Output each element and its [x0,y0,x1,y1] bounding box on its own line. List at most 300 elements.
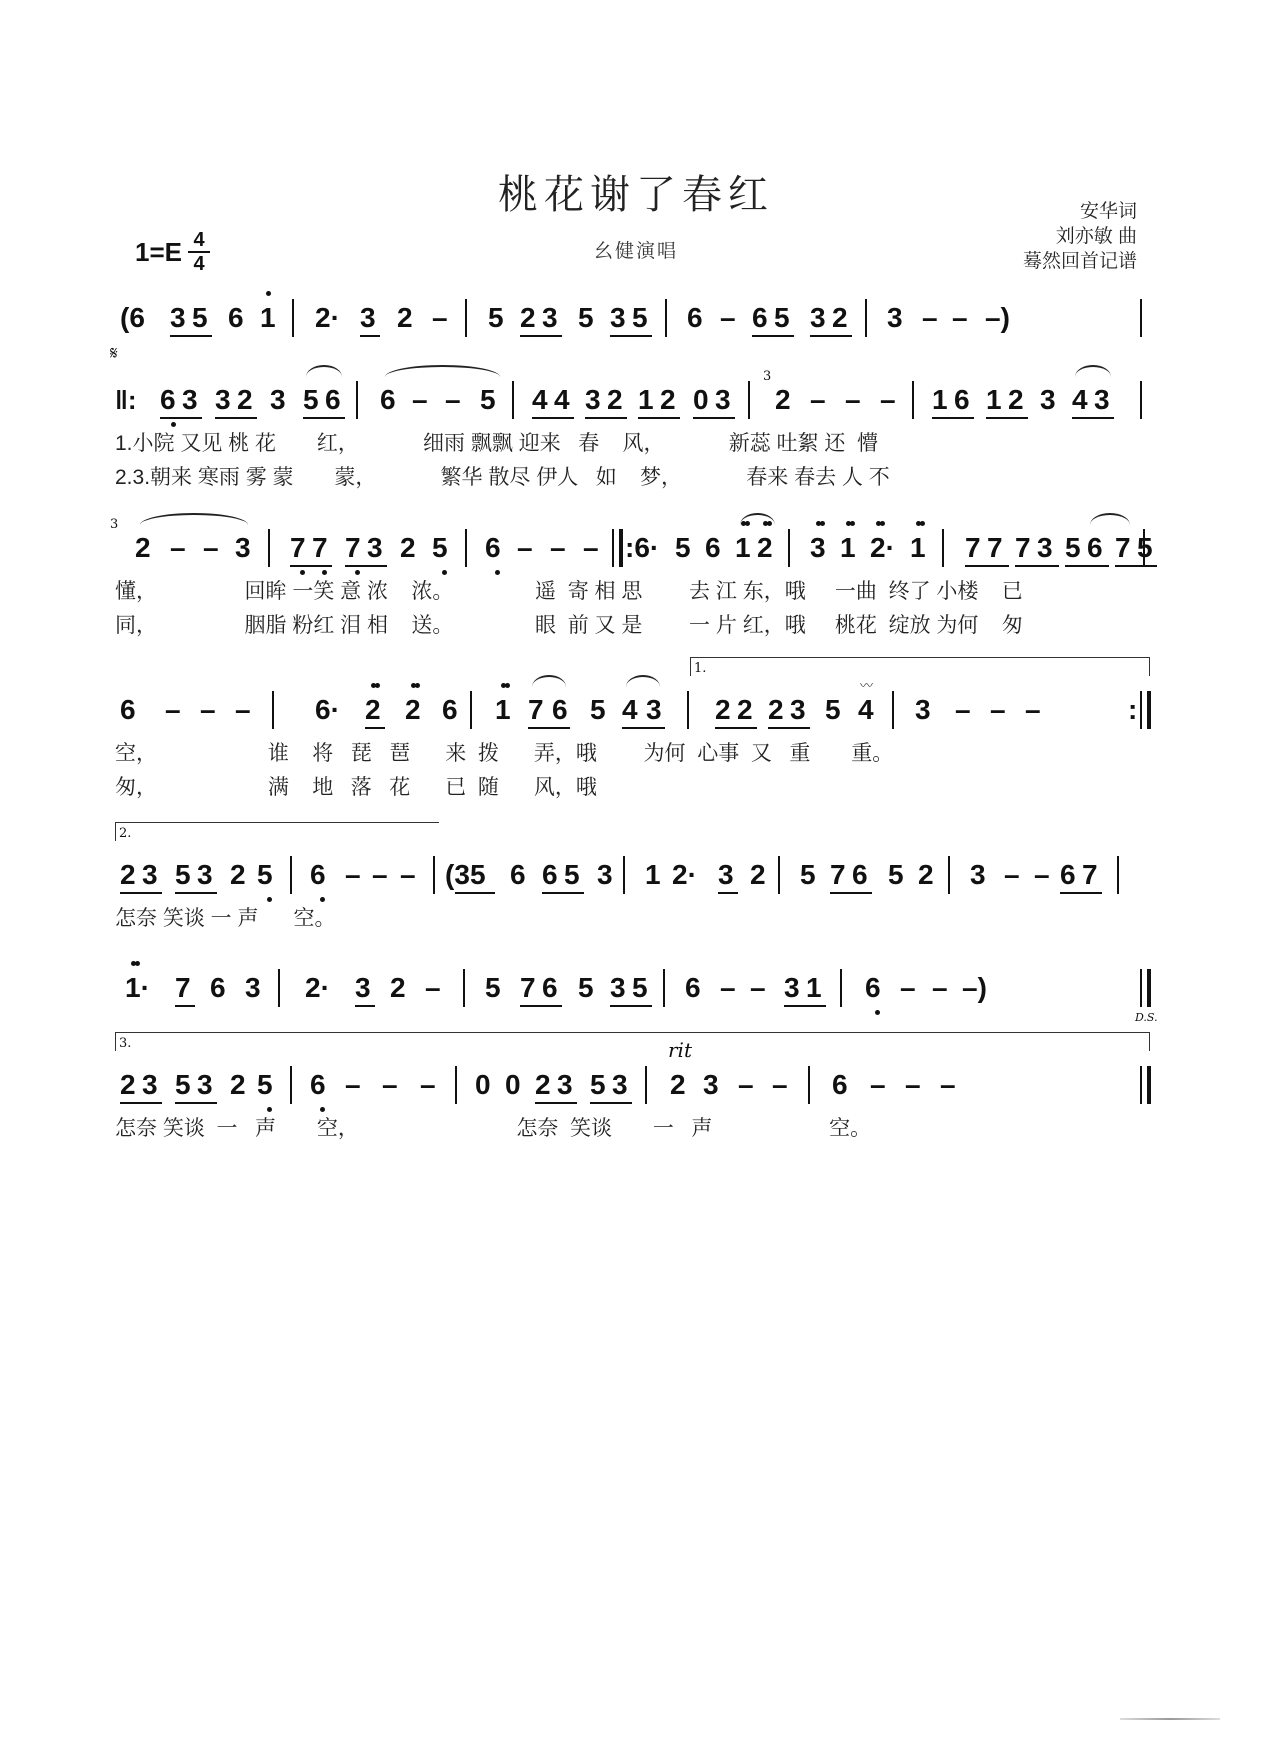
note: 6 [120,694,136,725]
slur-arc [1090,513,1130,525]
note: 1 [638,384,654,415]
note: 7 [987,532,1003,563]
note: 3 [810,302,826,333]
grace-note: 3 [110,517,119,532]
notation-row [115,1036,1150,1140]
note: 5 [488,302,504,333]
note: 2 [775,384,791,415]
volta-bracket: 3. [115,1032,1150,1051]
note: 1 [260,302,276,333]
note: 7 [1115,532,1131,563]
beam-underline [693,417,735,419]
note: – [372,859,388,890]
barline [788,529,790,567]
barline [840,969,842,1007]
note: 3 [245,972,261,1003]
lyric-line: 同， 胭脂 粉红 泪 相 送。 眼 前 又 是 一 片 红，哦 桃花 绽放 为何 匆 [115,614,1023,637]
note: 7 [520,972,536,1003]
lyric-line: 空， 谁 将 琵 琶 来 拨 弄，哦 为何 心事 又 重 重。 [115,742,894,765]
octave-dot-up [375,683,380,688]
note: 3 [355,972,371,1003]
note: 6 [310,1069,326,1100]
note: – [420,1069,436,1100]
note: 3 [182,384,198,415]
note: – [720,302,736,333]
note: 3 [142,859,158,890]
beam-underline [1065,565,1109,567]
note: – [738,1069,754,1100]
beam-underline [542,892,584,894]
note: 2 [405,694,421,725]
note: 4 [858,694,874,725]
slur-arc [626,675,660,687]
note: – [203,532,219,563]
slur-arc [740,513,775,525]
note: – [235,694,251,725]
note: 1 [645,859,661,890]
beam-underline [303,417,345,419]
beam-underline [175,1102,217,1104]
note: 2 [230,1069,246,1100]
note: 2 [535,1069,551,1100]
note: – [870,1069,886,1100]
barline [465,529,467,567]
note: 2 [607,384,623,415]
beam-underline [784,1005,826,1007]
notation-row [120,963,1158,1024]
beam-underline [610,1005,652,1007]
barline [865,299,867,337]
note: –) [962,972,987,1003]
time-signature [188,230,210,274]
note: 6 [160,384,176,415]
note: 6 [442,694,458,725]
slur-arc [140,513,248,525]
barline [687,691,689,729]
rit-marking: rit [668,1038,692,1062]
note: – [400,859,416,890]
note: 1 [806,972,822,1003]
note: 2 [365,694,381,725]
note: 4 [1072,384,1088,415]
note: – [750,972,766,1003]
note: 2 [1008,384,1024,415]
song-title: 桃花谢了春红 [498,172,774,218]
barline [1117,856,1119,894]
note: 5 [480,384,496,415]
note: 6 [1087,532,1103,563]
note: 3 [542,302,558,333]
note: 7 [965,532,981,563]
barline [663,969,665,1007]
note: – [845,384,861,415]
note: – [550,532,566,563]
beam-underline [585,417,627,419]
barline [463,969,465,1007]
note: 4 [622,694,638,725]
octave-dot-up [880,521,885,526]
octave-dot-up [415,683,420,688]
note: 7 [1082,859,1098,890]
note: – [922,302,938,333]
beam-underline [355,1005,375,1007]
octave-dot-up [135,961,140,966]
note: 3 [790,694,806,725]
slur-arc [385,365,500,377]
note: 3 [612,1069,628,1100]
note: 7 [528,694,544,725]
octave-dot-up [850,521,855,526]
double-barline [1140,969,1151,1007]
notation-row [110,517,1153,637]
beam-underline [532,417,574,419]
note: – [382,1069,398,1100]
slur-arc [306,365,342,377]
note: 2 [670,1069,686,1100]
beam-underline [1015,565,1059,567]
note: 3 [810,532,826,563]
note: 5 [564,859,580,890]
note: – [940,1069,956,1100]
note: (3 [445,859,470,890]
note: 6 [325,384,341,415]
note: – [425,972,441,1003]
beam-underline [965,565,1009,567]
note: 3 [646,694,662,725]
note: 6 [852,859,868,890]
mordent-mark: 〰 [860,679,874,694]
note: 3 [597,859,613,890]
lyricist: 安华词 [1079,201,1137,222]
double-barline [1140,1066,1151,1104]
beam-underline [1060,892,1102,894]
note: 5 [590,1069,606,1100]
note: 3 [270,384,286,415]
double-barline [1140,691,1151,729]
note: – [880,384,896,415]
note: 5 [175,859,191,890]
lyric-line: 1.小院 又见 桃 花 红， 细雨 飘飘 迎来 春 风， 新蕊 吐絮 还 懵 [115,432,879,455]
note: 3 [235,532,251,563]
note: 5 [632,972,648,1003]
beam-underline [170,335,212,337]
composer: 刘亦敏 曲 [1055,226,1137,247]
repeat-colon: : [1128,694,1138,725]
note: 1· [125,972,150,1003]
note: 3 [360,302,376,333]
volta-bracket: 1. [690,657,1150,676]
lyric-line: 匆， 满 地 落 花 已 随 风，哦 [115,776,597,799]
beam-underline [810,335,852,337]
note: 5 [257,859,273,890]
note: 3 [1040,384,1056,415]
note: –) [985,302,1010,333]
beam-underline [520,335,562,337]
note: – [1025,694,1041,725]
beam-underline [718,892,738,894]
beam-underline [360,335,380,337]
note: 5 [192,302,208,333]
lyric-line: 怎奈 笑谈 一 声 空。 [115,907,336,930]
note: 5 [1065,532,1081,563]
barline [808,1066,810,1104]
note: 5 [888,859,904,890]
segno-sign: 𝄋 [110,343,118,364]
note: 2· [305,972,330,1003]
note: 5 [825,694,841,725]
note: 5 [632,302,648,333]
note: 6 [310,859,326,890]
note: 0 [475,1069,491,1100]
grace-note: 3 [763,369,772,384]
note: 2 [737,694,753,725]
watermark [1120,1718,1220,1720]
note: 5 [485,972,501,1003]
beam-underline [160,417,202,419]
note: – [345,1069,361,1100]
beam-underline [120,1102,162,1104]
note: 3 [610,302,626,333]
volta-bracket: 2. [115,822,439,841]
note: 5 [774,302,790,333]
note: 1 [932,384,948,415]
note: – [955,694,971,725]
note: 6 [542,972,558,1003]
note: 2 [120,859,136,890]
note: – [810,384,826,415]
note: 6 [485,532,501,563]
note: 5 [578,972,594,1003]
note: 6 [380,384,396,415]
note: 6 [752,302,768,333]
note: 3 [915,694,931,725]
beam-underline [215,417,257,419]
barline [512,381,514,419]
octave-dot-up [505,683,510,688]
note: – [170,532,186,563]
note: 3 [970,859,986,890]
note: 3 [715,384,731,415]
note: 5 [1137,532,1153,563]
note: 6 [228,302,244,333]
note: 7 [345,532,361,563]
beam-underline [120,892,162,894]
beam-underline [1072,417,1114,419]
note: 3 [1094,384,1110,415]
note: 6 [685,972,701,1003]
barline [1143,529,1145,567]
note: 2 [832,302,848,333]
note: 3 [585,384,601,415]
beam-underline [520,1005,562,1007]
key-signature [135,230,210,274]
lyric-line: 2.3.朝来 寒雨 雾 蒙 蒙， 繁华 散尽 伊人 如 梦， 春来 春去 人 不 [115,466,890,489]
barline [278,969,280,1007]
note: 3 [215,384,231,415]
note: – [517,532,533,563]
note: 2 [237,384,253,415]
note: 5 [470,859,486,890]
beam-underline [752,335,794,337]
note: 6 [1060,859,1076,890]
barline [645,1066,647,1104]
time-top: 4 [193,229,205,251]
note: 3 [197,859,213,890]
note: 6 [865,972,881,1003]
note: – [1004,859,1020,890]
beam-underline [365,727,385,729]
note: :6· [625,532,660,563]
note: 2 [750,859,766,890]
note: 0 [505,1069,521,1100]
note: – [1034,859,1050,890]
note: – [200,694,216,725]
note: 2 [400,532,416,563]
note: 6 [832,1069,848,1100]
note: 3 [197,1069,213,1100]
note: 7 [830,859,846,890]
beam-underline [715,727,757,729]
barline [292,299,294,337]
barline [272,691,274,729]
notation-row [110,343,1150,489]
barline [942,529,944,567]
note: 6 [210,972,226,1003]
beam-underline [622,727,665,729]
note: – [432,302,448,333]
note: – [990,694,1006,725]
note: 1 [910,532,926,563]
note: 3 [784,972,800,1003]
beam-underline [535,1102,577,1104]
barline [290,856,292,894]
note: 3 [557,1069,573,1100]
barline [290,1066,292,1104]
lyric-line: 怎奈 笑谈 一 声 空， 怎奈 笑谈 一 声 空。 [115,1117,872,1140]
note: 3 [367,532,383,563]
note: 7 [290,532,306,563]
beam-underline [175,892,217,894]
barline [665,299,667,337]
beam-underline [932,417,974,419]
barline [455,1066,457,1104]
barline [912,381,914,419]
note: 7 [175,972,191,1003]
barline [623,856,625,894]
note: 2 [660,384,676,415]
note: 5 [675,532,691,563]
barline [778,856,780,894]
note: – [345,859,361,890]
note: 2· [870,532,895,563]
key-label: 1=E [135,236,182,267]
note: 4 [532,384,548,415]
note: – [952,302,968,333]
barline [433,856,435,894]
note: 2 [918,859,934,890]
note: 2 [757,532,773,563]
note: 5 [800,859,816,890]
barline [748,381,750,419]
octave-dot-up [820,521,825,526]
octave-dot-up [920,521,925,526]
barline [470,691,472,729]
beam-underline [175,1005,195,1007]
notation-row [120,293,1150,343]
beam-underline [638,417,680,419]
note: 2· [315,302,340,333]
note: 5 [257,1069,273,1100]
note: – [445,384,461,415]
octave-dot-down [875,1010,880,1015]
octave-dot-up [266,291,271,296]
barline [268,529,270,567]
note: – [583,532,599,563]
beam-underline [830,892,872,894]
note: 2 [768,694,784,725]
barline [465,299,467,337]
barline [892,691,894,729]
note: 6· [315,694,340,725]
note: 2 [397,302,413,333]
note: 2 [390,972,406,1003]
note: 2 [520,302,536,333]
singer: 幺健演唱 [593,241,678,262]
note: 5 [432,532,448,563]
note: 1 [840,532,856,563]
note: 3 [887,302,903,333]
note: – [905,1069,921,1100]
notation-row [115,661,1150,799]
note: 6 [954,384,970,415]
note: 2 [230,859,246,890]
barline [356,381,358,419]
beam-underline [290,565,332,567]
note: 3 [142,1069,158,1100]
transcriber: 蓦然回首记谱 [1022,251,1137,272]
notation-row [115,826,1150,930]
beam-underline [590,1102,632,1104]
beam-underline [528,727,570,729]
note: (6 [120,302,145,333]
note: – [900,972,916,1003]
beam-underline [768,727,810,729]
note: 1 [735,532,751,563]
note: 6 [705,532,721,563]
note: – [772,1069,788,1100]
note: 4 [554,384,570,415]
ds-marking: D.S. [1135,1011,1158,1024]
note: 3 [1037,532,1053,563]
note: 3 [703,1069,719,1100]
note: 2· [672,859,697,890]
note: 7 [1015,532,1031,563]
note: – [720,972,736,1003]
note: 7 [312,532,328,563]
note: 5 [175,1069,191,1100]
beam-underline [455,892,495,894]
note: 6 [552,694,568,725]
note: – [165,694,181,725]
note: 3 [718,859,734,890]
beam-underline [1115,565,1157,567]
double-barline [612,529,623,567]
note: 6 [510,859,526,890]
note: 5 [590,694,606,725]
note: 5 [303,384,319,415]
note: 3 [610,972,626,1003]
note: 2 [120,1069,136,1100]
